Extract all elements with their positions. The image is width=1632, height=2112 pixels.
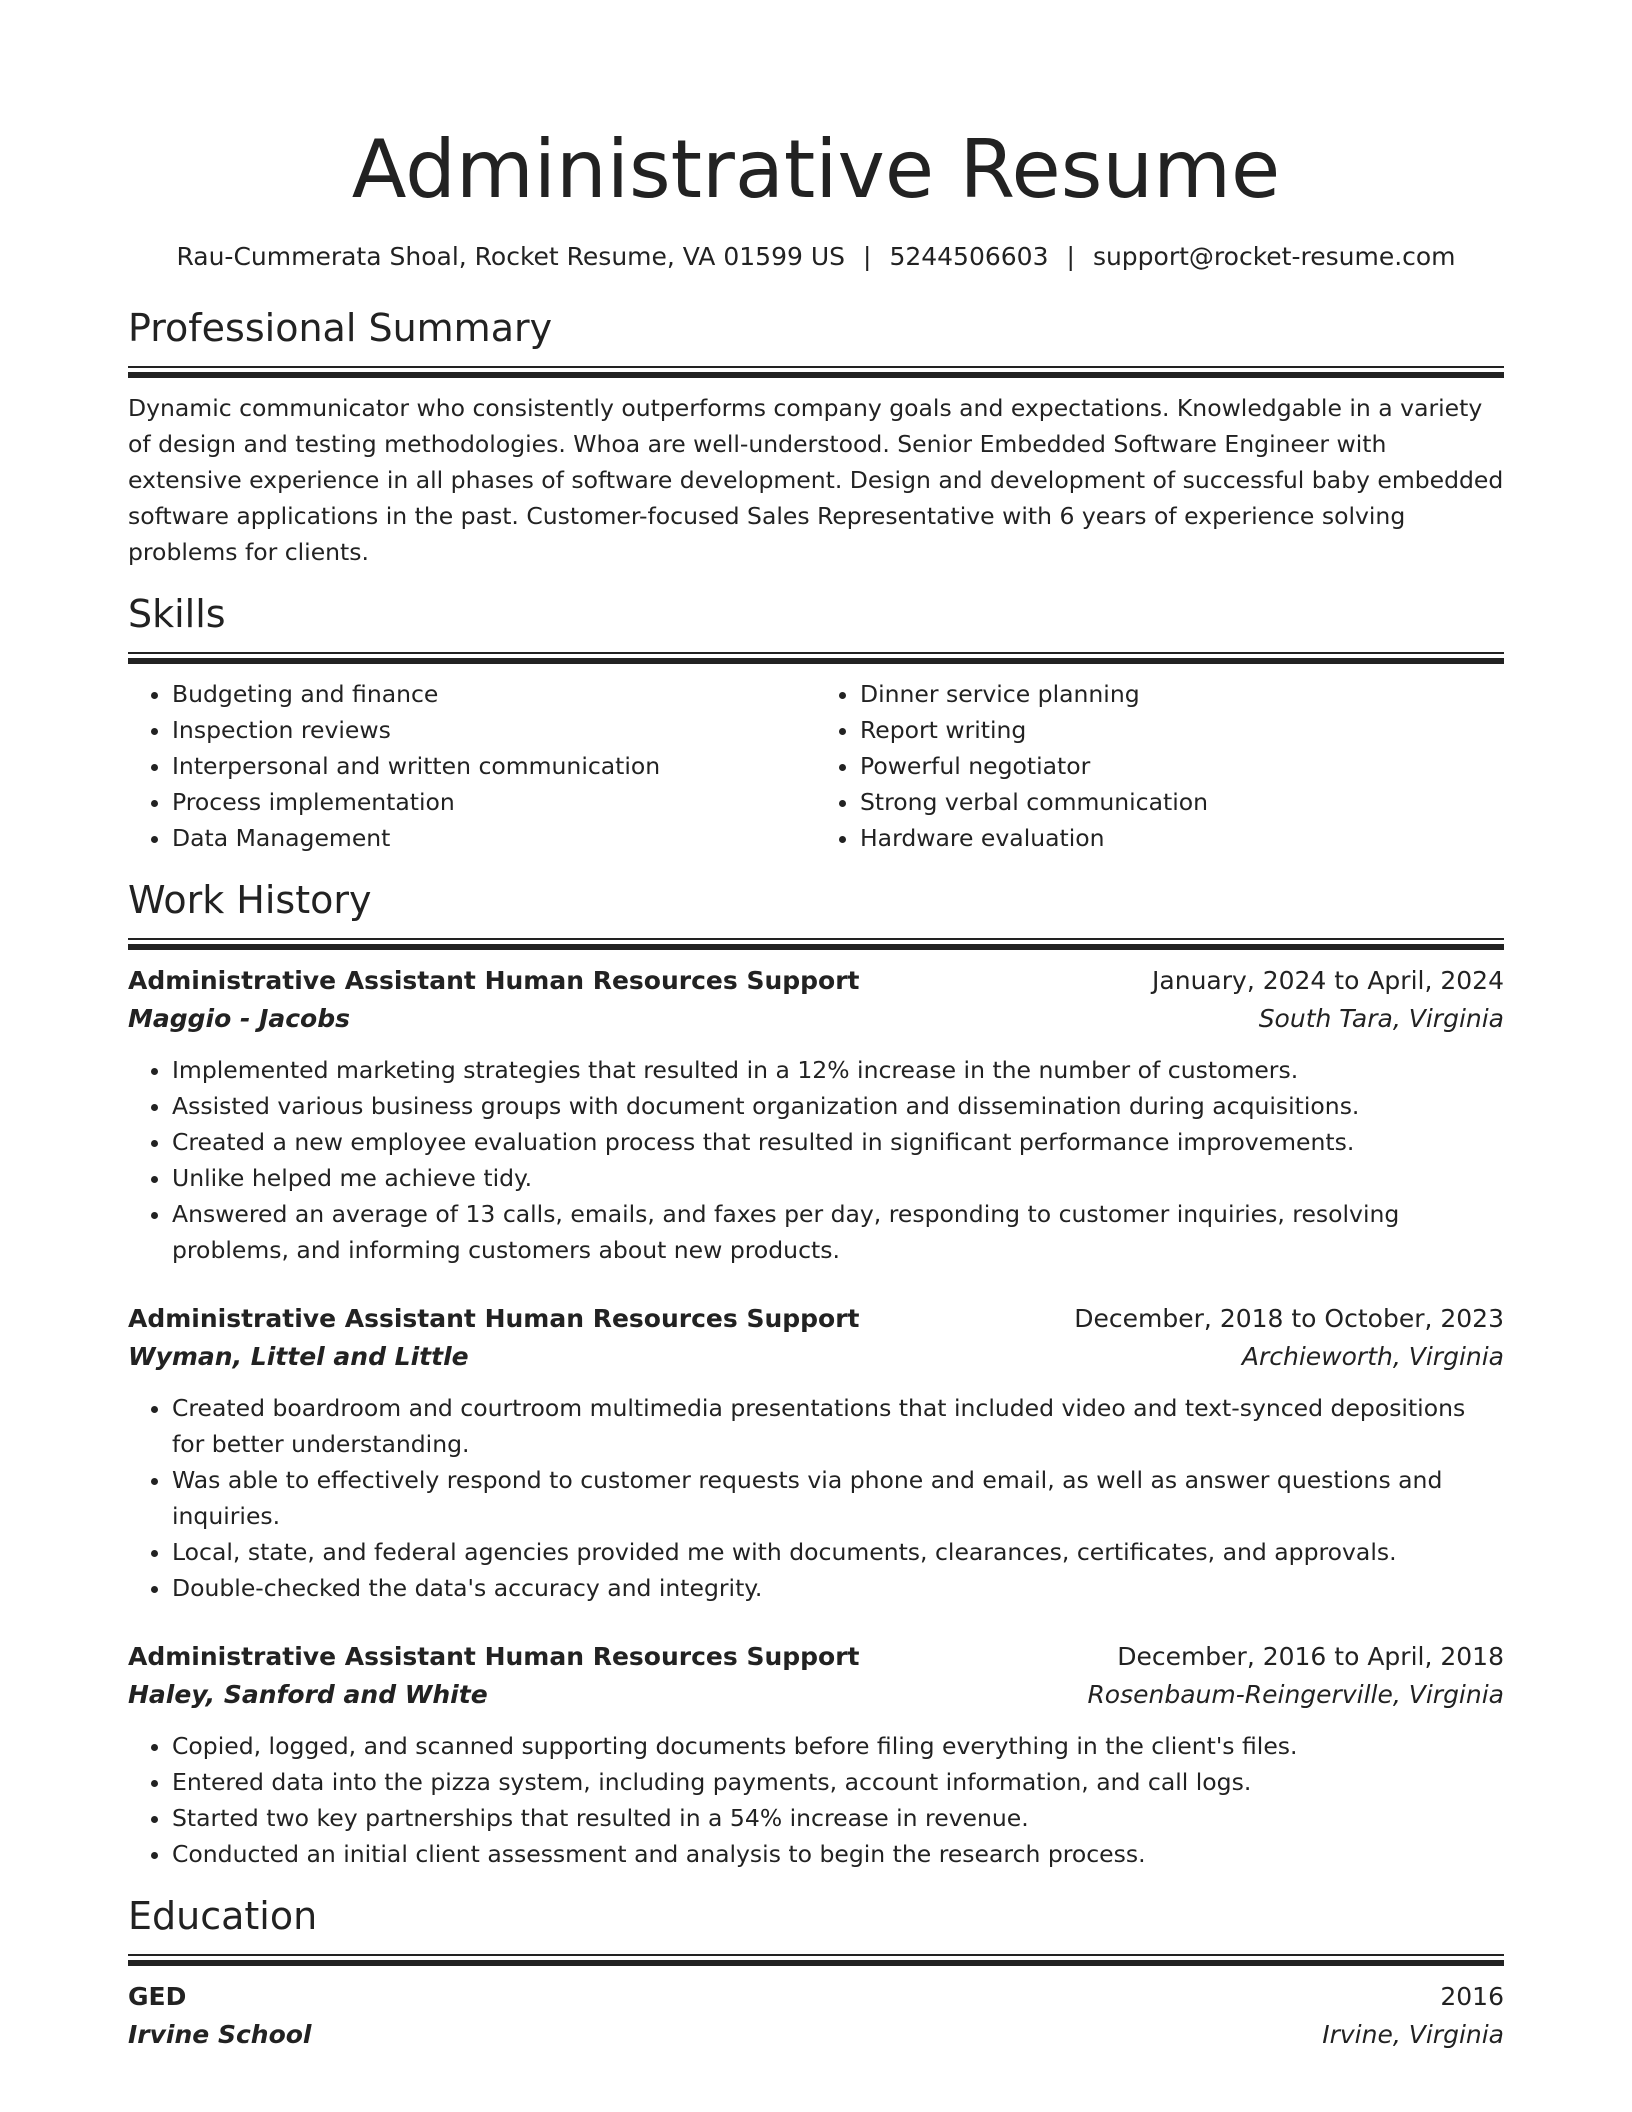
job-entry — [128, 962, 1504, 1268]
skill-item: • Report writing — [860, 712, 1504, 748]
job-bullets — [128, 1052, 1504, 1268]
section-heading: Skills — [128, 592, 226, 636]
skills-section — [128, 588, 1504, 856]
job-bullets — [128, 1728, 1504, 1872]
work-history-section — [128, 874, 1504, 1872]
job-bullet: • Created a new employee evaluation process that resulted in significant performance improvements. — [172, 1124, 1504, 1160]
section-heading: Professional Summary — [128, 306, 553, 350]
job-bullets — [128, 1390, 1504, 1606]
job-bullet: • Unlike helped me achieve tidy. — [172, 1160, 1504, 1196]
education-year: 2016 — [1440, 1982, 1504, 2011]
job-company: Maggio - Jacobs — [128, 1004, 351, 1033]
job-title: Administrative Assistant Human Resources Support — [128, 1642, 860, 1671]
job-location: Archieworth, Virginia — [1241, 1342, 1504, 1371]
job-bullet: • Was able to effectively respond to customer requests via phone and email, as well as answer questions and inquiries. — [172, 1462, 1504, 1534]
contact-line — [128, 240, 1504, 274]
contact-phone: 5244506603 — [889, 242, 1049, 271]
job-header — [128, 1638, 1504, 1676]
skill-item: • Process implementation — [172, 784, 816, 820]
section-divider — [128, 366, 1504, 378]
job-title: Administrative Assistant Human Resources Support — [128, 966, 860, 995]
job-bullet: • Assisted various business groups with document organization and dissemination during acquisitions. — [172, 1088, 1504, 1124]
job-bullet: • Started two key partnerships that resulted in a 54% increase in revenue. — [172, 1800, 1504, 1836]
section-divider — [128, 1954, 1504, 1966]
summary-section — [128, 302, 1504, 570]
job-bullet: • Double-checked the data's accuracy and integrity. — [172, 1570, 1504, 1606]
job-bullet: • Implemented marketing strategies that resulted in a 12% increase in the number of customers. — [172, 1052, 1504, 1088]
skill-item: • Data Management — [172, 820, 816, 856]
job-location: South Tara, Virginia — [1258, 1004, 1504, 1033]
section-heading: Education — [128, 1894, 318, 1938]
job-bullet: • Created boardroom and courtroom multimedia presentations that included video and text-synced depositions for better understanding. — [172, 1390, 1504, 1462]
section-heading: Work History — [128, 878, 372, 922]
contact-address: Rau-Cummerata Shoal, Rocket Resume, VA 01599 US — [176, 242, 845, 271]
job-subheader — [128, 1338, 1504, 1376]
job-bullet: • Copied, logged, and scanned supporting documents before filing everything in the client's files. — [172, 1728, 1504, 1764]
education-school: Irvine School — [128, 2020, 312, 2049]
page-title: Administrative Resume — [351, 123, 1281, 216]
skill-item: • Interpersonal and written communication — [172, 748, 816, 784]
contact-separator: | — [1066, 242, 1075, 271]
job-header — [128, 1300, 1504, 1338]
job-subheader — [128, 1000, 1504, 1038]
education-location: Irvine, Virginia — [1322, 2020, 1504, 2049]
job-dates: December, 2018 to October, 2023 — [1074, 1304, 1504, 1333]
job-company: Wyman, Littel and Little — [128, 1342, 469, 1371]
education-degree: GED — [128, 1982, 187, 2011]
job-entry — [128, 1300, 1504, 1606]
job-subheader — [128, 1676, 1504, 1714]
skill-item: • Inspection reviews — [172, 712, 816, 748]
job-dates: December, 2016 to April, 2018 — [1117, 1642, 1504, 1671]
section-divider — [128, 938, 1504, 950]
skills-columns — [128, 676, 1504, 856]
skill-item: • Dinner service planning — [860, 676, 1504, 712]
contact-separator: | — [863, 242, 872, 271]
skill-item: • Strong verbal communication — [860, 784, 1504, 820]
section-divider — [128, 652, 1504, 664]
skill-item: • Hardware evaluation — [860, 820, 1504, 856]
skills-list-left — [128, 676, 816, 856]
job-header — [128, 962, 1504, 1000]
job-bullet: • Conducted an initial client assessment and analysis to begin the research process. — [172, 1836, 1504, 1872]
skill-item: • Budgeting and finance — [172, 676, 816, 712]
job-bullet: • Local, state, and federal agencies provided me with documents, clearances, certificates, and approvals. — [172, 1534, 1504, 1570]
job-location: Rosenbaum-Reingerville, Virginia — [1087, 1680, 1504, 1709]
job-dates: January, 2024 to April, 2024 — [1152, 966, 1504, 995]
job-entry — [128, 1638, 1504, 1872]
contact-email: support@rocket-resume.com — [1092, 242, 1456, 271]
skills-list-right — [816, 676, 1504, 856]
education-subheader — [128, 2016, 1504, 2054]
job-title: Administrative Assistant Human Resources Support — [128, 1304, 860, 1333]
job-bullet: • Entered data into the pizza system, including payments, account information, and call logs. — [172, 1764, 1504, 1800]
job-company: Haley, Sanford and White — [128, 1680, 488, 1709]
education-section — [128, 1890, 1504, 2054]
job-bullet: • Answered an average of 13 calls, emails, and faxes per day, responding to customer inquiries, resolving problems, and informing customers about new products. — [172, 1196, 1504, 1268]
education-header — [128, 1978, 1504, 2016]
summary-text: Dynamic communicator who consistently outperforms company goals and expectations. Knowledgable in a variety of design and testing methodologies. Whoa are well-understood. Senior Embedded Software Engineer with extensive experience in all phases of software development. Design and development of successful baby embedded software applications in the past. Customer-focused Sales Representative with 6 years of experience solving problems for clients. — [128, 394, 1504, 566]
skill-item: • Powerful negotiator — [860, 748, 1504, 784]
